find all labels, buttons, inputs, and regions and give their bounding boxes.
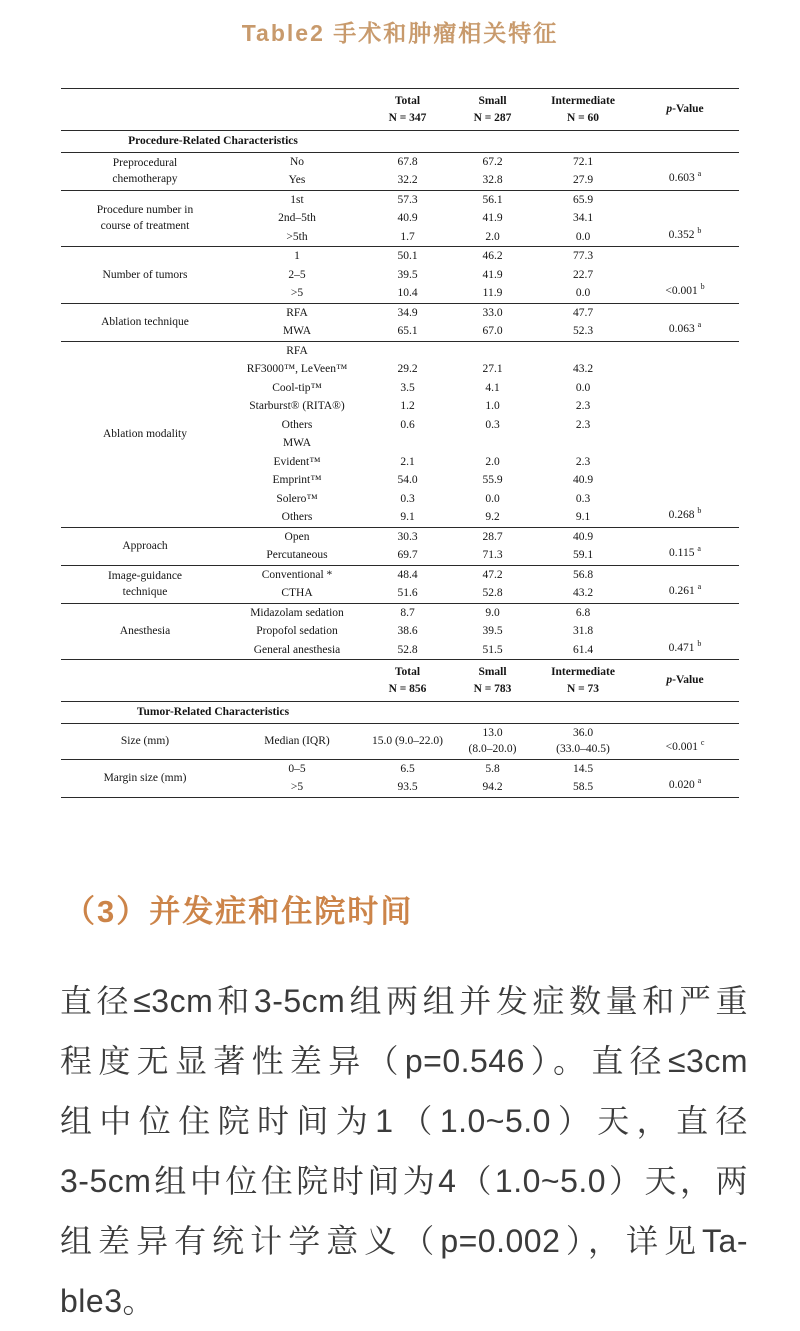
value-small-cell: 55.9 (482, 474, 503, 486)
value-small-cell: 0.3 (485, 418, 500, 431)
value-intermediate-cell: 0.0 (575, 287, 591, 299)
category-cell: 1st (290, 193, 304, 206)
value-intermediate-cell: 58.5 (572, 781, 594, 793)
table-row (61, 603, 739, 622)
table-row (61, 723, 739, 759)
value-total-cell: 30.3 (397, 530, 418, 543)
paragraph-line: ble3。 (60, 1282, 156, 1319)
value-total-cell: 51.6 (397, 587, 418, 599)
table2-wrap (61, 88, 739, 798)
category-cell: 2–5 (288, 268, 306, 281)
category-cell: Propofol sedation (256, 625, 338, 637)
value-small-cell: 51.5 (482, 643, 503, 656)
value-small-cell: 52.8 (482, 587, 503, 599)
category-cell: >5 (290, 287, 304, 299)
value-small-cell (450, 341, 535, 360)
value-small-cell: 5.8 (485, 762, 500, 775)
value-intermediate-cell: 56.8 (572, 568, 594, 581)
row-label-cell: Anesthesia (119, 625, 171, 637)
value-intermediate-cell: 0.3 (575, 492, 591, 505)
table2 (61, 88, 739, 798)
value-intermediate-cell: 36.0 (33.0–40.5) (556, 726, 610, 755)
category-cell: Emprint™ (272, 474, 322, 486)
value-total-cell: 32.2 (397, 174, 418, 186)
column-header-cell: Intermediate N = 73 (551, 666, 615, 695)
p-value-cell: <0.001 $^b$ (665, 282, 705, 297)
table-group (61, 247, 739, 304)
value-intermediate-cell: 65.9 (572, 193, 594, 206)
row-label-cell: Size (mm) (120, 734, 170, 747)
column-header-cell: Total N = 347 (388, 95, 427, 124)
table-column-header (61, 660, 739, 702)
table-section-title (61, 131, 739, 153)
category-cell: Others (281, 418, 313, 431)
value-intermediate-cell (535, 341, 631, 360)
value-small-cell: 56.1 (482, 193, 503, 206)
category-cell: Yes (288, 174, 306, 186)
p-value-cell: 0.020 $^a$ (668, 776, 702, 791)
p-value-cell: 0.115 $^a$ (669, 544, 701, 559)
value-total-cell: 8.7 (400, 606, 415, 619)
value-total-cell: 6.5 (400, 762, 415, 775)
paragraph-line: 3-5cm组中位住院时间为4（1.0~5.0）天，两 (60, 1162, 748, 1199)
category-cell: 0–5 (288, 762, 306, 775)
value-total-cell: 10.4 (397, 287, 418, 299)
value-total-cell: 0.3 (400, 492, 415, 505)
value-intermediate-cell: 59.1 (572, 549, 594, 561)
value-small-cell: 41.9 (482, 268, 503, 281)
section-title-cell: Procedure-Related Characteristics (128, 135, 298, 147)
row-label-cell: Margin size (mm) (103, 771, 187, 784)
row-label-cell: Preprocedural chemotherapy (112, 156, 178, 185)
value-small-cell: 71.3 (482, 549, 503, 561)
category-cell: Median (IQR) (264, 734, 330, 747)
value-intermediate-cell: 2.3 (575, 400, 591, 412)
paragraph-line: 直径≤3cm和3-5cm组两组并发症数量和严重 (60, 982, 748, 1019)
value-total-cell: 29.2 (397, 363, 418, 375)
value-total-cell: 54.0 (397, 474, 418, 486)
category-cell: General anesthesia (253, 643, 341, 656)
p-value-cell: 0.352 $^b$ (668, 225, 702, 241)
p-value-cell: 0.261 $^a$ (668, 582, 702, 597)
row-label-cell: Ablation modality (102, 427, 187, 440)
p-value-cell: 0.063 $^a$ (668, 320, 702, 335)
value-total-cell: 2.1 (400, 455, 415, 468)
paragraph-line: 组差异有统计学意义（p=0.002），详见Ta- (60, 1222, 748, 1259)
value-total-cell: 57.3 (397, 193, 418, 206)
value-small-cell: 1.0 (485, 400, 500, 412)
value-small-cell: 67.0 (482, 325, 503, 337)
value-small-cell: 2.0 (485, 455, 500, 468)
value-small-cell: 0.0 (485, 492, 500, 505)
value-intermediate-cell: 2.3 (575, 455, 591, 468)
spacer-cell (61, 89, 229, 131)
table-group (61, 527, 739, 565)
value-total-cell: 52.8 (397, 643, 418, 656)
value-intermediate-cell: 40.9 (572, 474, 594, 486)
table-group (61, 303, 739, 341)
page-title: Table2 手术和肿瘤相关特征 (241, 20, 559, 46)
category-cell: Others (281, 511, 313, 523)
category-cell: Conventional * (261, 568, 333, 581)
table-row (61, 247, 739, 266)
table-row (61, 527, 739, 546)
row-label-cell: Ablation technique (101, 315, 189, 328)
table-group (61, 152, 739, 190)
table-group (61, 565, 739, 603)
value-small-cell: 28.7 (482, 530, 503, 543)
table-row (61, 341, 739, 360)
table-section-title (61, 702, 739, 724)
value-total-cell: 93.5 (397, 781, 418, 793)
value-total-cell (365, 341, 450, 360)
row-label-cell: Procedure number in course of treatment (96, 203, 194, 233)
value-small-cell: 9.2 (485, 511, 500, 523)
table-group (61, 759, 739, 797)
column-header-cell: p-Value (666, 103, 704, 116)
table-row (61, 565, 739, 584)
value-intermediate-cell: 77.3 (572, 250, 594, 262)
value-intermediate-cell: 0.0 (575, 381, 591, 394)
value-total-cell: 34.9 (397, 306, 418, 319)
value-intermediate-cell: 31.8 (572, 625, 594, 637)
value-total-cell: 67.8 (397, 155, 418, 168)
value-small-cell: 39.5 (482, 625, 503, 637)
value-total-cell: 48.4 (397, 568, 418, 581)
table-group (61, 190, 739, 247)
category-cell: Solero™ (276, 492, 318, 505)
p-value-cell: 0.603 $^a$ (668, 169, 702, 184)
value-total-cell (365, 434, 450, 453)
category-cell: RFA (286, 306, 308, 319)
row-label-cell: Approach (122, 539, 168, 552)
value-small-cell: 11.9 (482, 287, 503, 299)
value-total-cell: 1.7 (400, 230, 415, 243)
value-intermediate-cell: 34.1 (572, 212, 594, 224)
table-row (61, 152, 739, 171)
category-cell: No (289, 155, 305, 168)
spacer-cell (229, 660, 365, 702)
category-cell: RFA (286, 344, 308, 357)
table-row (61, 303, 739, 322)
value-small-cell: 94.2 (482, 781, 503, 793)
spacer-cell (365, 702, 739, 724)
column-header-cell: Small N = 783 (473, 666, 512, 695)
section-title-cell: Tumor-Related Characteristics (136, 706, 290, 718)
value-intermediate-cell (535, 434, 631, 453)
category-cell: Percutaneous (266, 549, 328, 561)
row-label-cell: Image-guidance technique (107, 569, 183, 598)
table-group (61, 603, 739, 660)
value-small-cell (450, 434, 535, 453)
value-intermediate-cell: 6.8 (575, 606, 591, 619)
value-total-cell: 39.5 (397, 268, 418, 281)
table-group (61, 341, 739, 527)
value-intermediate-cell: 22.7 (572, 268, 594, 281)
category-cell: 2nd–5th (278, 212, 316, 224)
paragraph-line: 程度无显著性差异（p=0.546）。直径≤3cm (60, 1042, 748, 1079)
spacer-cell (229, 89, 365, 131)
column-header-cell: Total N = 856 (388, 666, 427, 695)
value-total-cell: 69.7 (397, 549, 418, 561)
category-cell: RF3000™, LeVeen™ (246, 363, 348, 375)
p-value-cell: <0.001 $^c$ (665, 738, 705, 753)
value-intermediate-cell: 27.9 (572, 174, 594, 186)
category-cell: Starburst® (RITA®) (249, 400, 345, 412)
value-small-cell: 33.0 (482, 306, 503, 319)
value-total-cell: 0.6 (400, 418, 415, 431)
category-cell: Open (284, 530, 310, 543)
value-intermediate-cell: 61.4 (572, 643, 594, 656)
section-heading: （3）并发症和住院时间 (64, 893, 414, 929)
column-header-cell: Small N = 287 (473, 95, 512, 124)
table-column-header (61, 89, 739, 131)
value-small-cell: 46.2 (482, 250, 503, 262)
column-header-cell: p-Value (666, 674, 704, 687)
column-header-cell: Intermediate N = 60 (551, 95, 615, 124)
value-intermediate-cell: 40.9 (572, 530, 594, 543)
value-small-cell: 4.1 (485, 381, 500, 394)
p-value-cell: 0.268 $^b$ (668, 506, 702, 521)
value-small-cell: 67.2 (482, 155, 503, 168)
value-total-cell: 15.0 (9.0–22.0) (372, 734, 443, 747)
spacer-cell (365, 131, 739, 153)
value-intermediate-cell: 2.3 (575, 418, 591, 431)
value-small-cell: 2.0 (485, 230, 500, 243)
value-intermediate-cell: 47.7 (572, 306, 594, 319)
category-cell: MWA (282, 437, 312, 449)
table-row (61, 190, 739, 209)
value-intermediate-cell: 43.2 (572, 587, 594, 599)
value-small-cell: 13.0 (8.0–20.0) (468, 726, 517, 755)
value-intermediate-cell: 43.2 (572, 363, 594, 375)
row-label-cell: Number of tumors (102, 268, 188, 281)
value-small-cell: 41.9 (482, 212, 503, 224)
table-group (61, 723, 739, 759)
paragraph-line: 组中位住院时间为1（1.0~5.0）天，直径 (60, 1102, 748, 1139)
value-total-cell: 38.6 (397, 625, 418, 637)
value-small-cell: 47.2 (482, 568, 503, 581)
value-intermediate-cell: 9.1 (575, 511, 591, 523)
value-total-cell: 9.1 (400, 511, 415, 523)
value-total-cell: 3.5 (400, 381, 415, 394)
category-cell: CTHA (281, 587, 313, 599)
value-total-cell: 40.9 (397, 212, 418, 224)
category-cell: Evident™ (273, 455, 321, 468)
category-cell: >5 (290, 781, 304, 793)
value-intermediate-cell: 52.3 (572, 325, 594, 337)
category-cell: Cool-tip™ (272, 381, 322, 394)
value-intermediate-cell: 72.1 (572, 155, 594, 168)
value-intermediate-cell: 14.5 (572, 762, 594, 775)
value-total-cell: 65.1 (397, 325, 418, 337)
value-total-cell: 1.2 (400, 400, 415, 412)
value-small-cell: 9.0 (485, 606, 500, 619)
value-intermediate-cell: 0.0 (575, 230, 591, 243)
value-small-cell: 32.8 (482, 174, 503, 186)
category-cell: >5th (286, 230, 308, 243)
article-paragraph (60, 971, 748, 1331)
category-cell: Midazolam sedation (250, 606, 344, 619)
category-cell: 1 (294, 250, 300, 262)
value-total-cell: 50.1 (397, 250, 418, 262)
spacer-cell (61, 660, 229, 702)
category-cell: MWA (282, 325, 312, 337)
value-small-cell: 27.1 (482, 363, 503, 375)
table-row (61, 759, 739, 778)
p-value-cell: 0.471 $^b$ (668, 638, 702, 654)
